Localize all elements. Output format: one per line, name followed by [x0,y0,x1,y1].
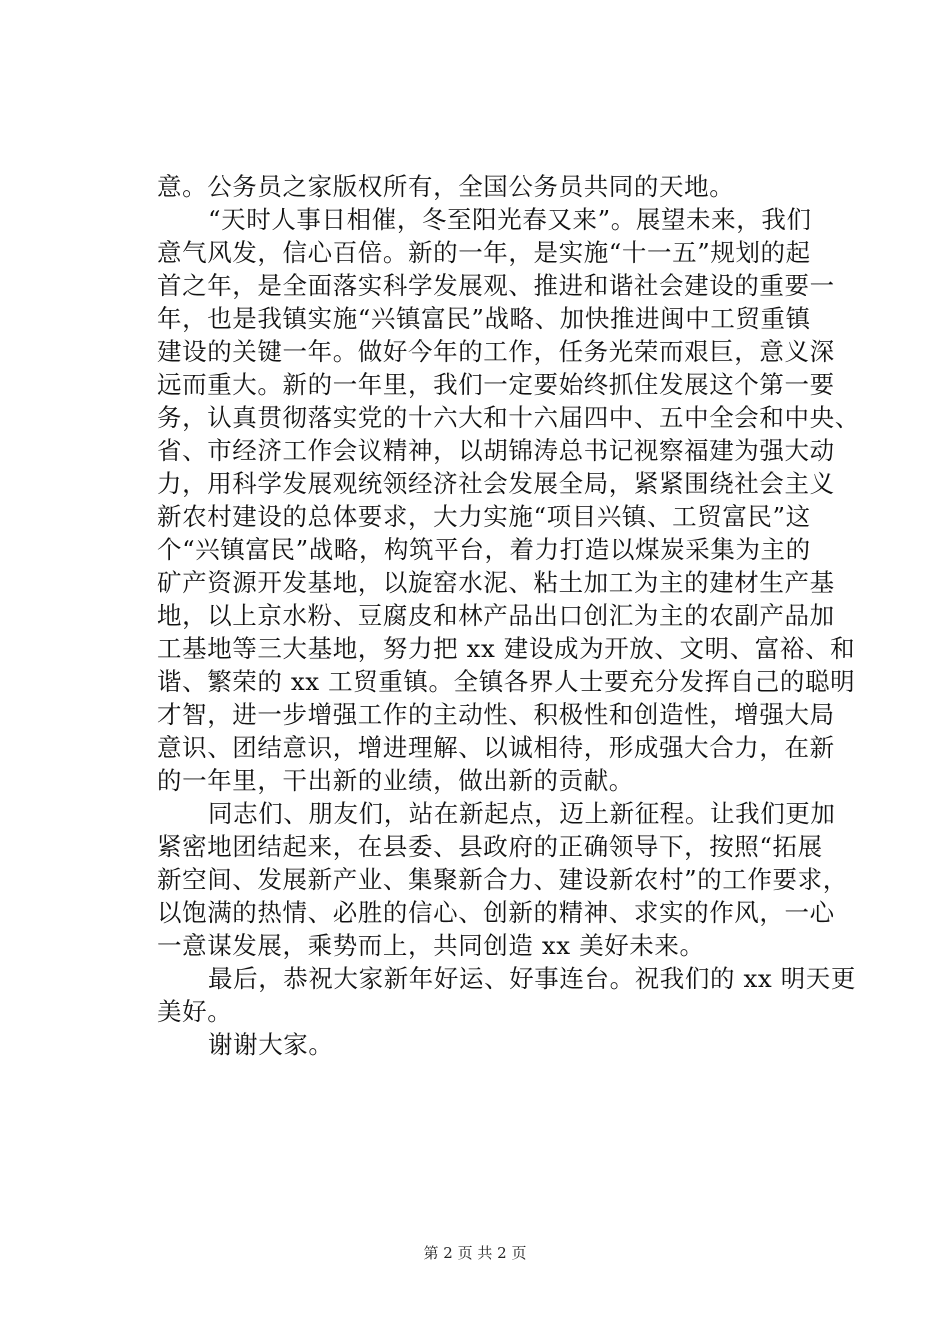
text-line: 工基地等三大基地，努力把 xx 建设成为开放、文明、富裕、和 [157,634,856,663]
paragraph [157,170,797,203]
text-line: “天时人事日相催，冬至阳光春又来”。展望未来，我们 [208,205,812,234]
text-line: 以饱满的热情、必胜的信心、创新的精神、求实的作风，一心 [157,898,835,927]
paragraph [157,962,857,1028]
text-line: 矿产资源开发基地，以旋窑水泥、粘土加工为主的建材生产基 [157,568,835,597]
text-line: 力，用科学发展观统领经济社会发展全局，紧紧围绕社会主义 [157,469,835,498]
paragraph [157,203,860,797]
text-line: 谐、繁荣的 xx 工贸重镇。全镇各界人士要充分发挥自己的聪明 [157,667,856,696]
text-line: 意识、团结意识，增进理解、以诚相待，形成强大合力，在新 [157,733,835,762]
paragraph [157,797,848,962]
text-line: 的一年里，干出新的业绩，做出新的贡献。 [157,766,634,795]
document-body [157,170,860,1061]
text-line: 地，以上京水粉、豆腐皮和林产品出口创汇为主的农副产品加 [157,601,835,630]
text-line: 务，认真贯彻落实党的十六大和十六届四中、五中全会和中央、 [157,403,860,432]
text-line: 最后，恭祝大家新年好运、好事连台。祝我们的 xx 明天更 [208,964,857,993]
text-line: 年，也是我镇实施“兴镇富民”战略、加快推进闽中工贸重镇 [157,304,811,333]
text-line: 新空间、发展新产业、集聚新合力、建设新农村”的工作要求， [157,865,848,894]
text-line: 紧密地团结起来，在县委、县政府的正确领导下，按照“拓展 [157,832,823,861]
text-line: 谢谢大家。 [208,1030,334,1059]
page-footer: 第 2 页 共 2 页 [423,1244,527,1262]
text-line: 意。公务员之家版权所有，全国公务员共同的天地。 [157,172,735,201]
text-line: 远而重大。新的一年里，我们一定要始终抓住发展这个第一要 [157,370,835,399]
text-line: 个“兴镇富民”战略，构筑平台，着力打造以煤炭采集为主的 [157,535,811,564]
text-line: 同志们、朋友们，站在新起点，迈上新征程。让我们更加 [208,799,836,828]
text-line: 省、市经济工作会议精神，以胡锦涛总书记视察福建为强大动 [157,436,835,465]
text-line: 美好。 [157,997,233,1026]
text-line: 才智，进一步增强工作的主动性、积极性和创造性，增强大局 [157,700,835,729]
text-line: 建设的关键一年。做好今年的工作，任务光荣而艰巨，意义深 [157,337,835,366]
text-line: 意气风发，信心百倍。新的一年，是实施“十一五”规划的起 [157,238,811,267]
paragraph [157,1028,797,1061]
text-line: 首之年，是全面落实科学发展观、推进和谐社会建设的重要一 [157,271,835,300]
text-line: 一意谋发展，乘势而上，共同创造 xx 美好未来。 [157,931,705,960]
text-line: 新农村建设的总体要求，大力实施“项目兴镇、工贸富民”这 [157,502,811,531]
